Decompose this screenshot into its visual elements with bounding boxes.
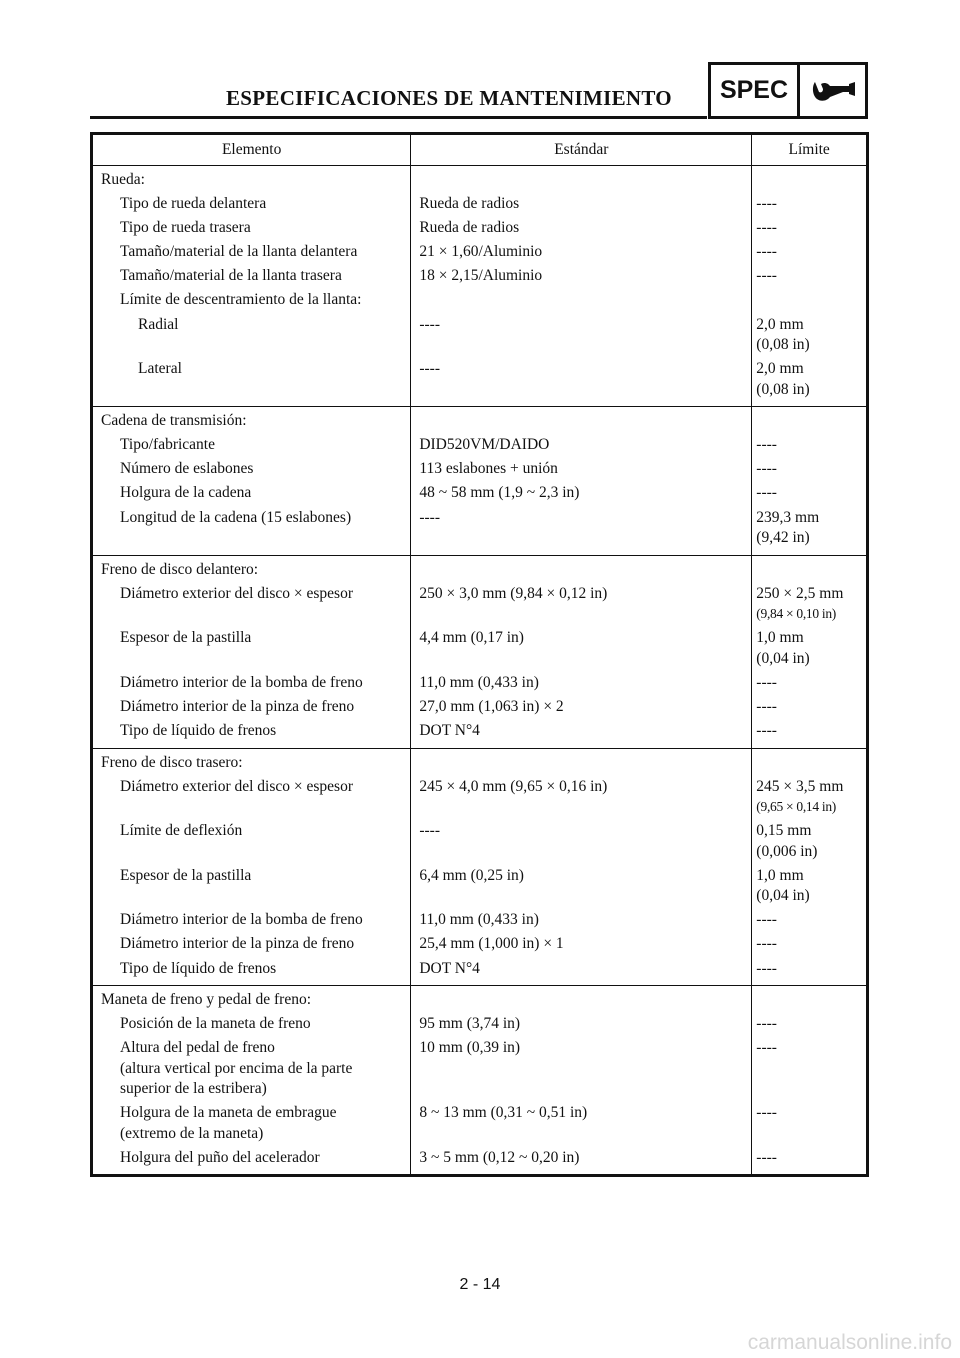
limit-cell (752, 289, 868, 313)
limit-value-inch: (0,04 in) (756, 649, 810, 667)
table-row (92, 819, 868, 864)
table-row (92, 626, 868, 671)
item-label: Holgura de la maneta de embrague (120, 1104, 337, 1122)
section-title: Freno de disco trasero: (92, 748, 411, 775)
limit-cell (752, 1102, 868, 1147)
item-cell (92, 1036, 411, 1101)
limit-value: ---- (756, 195, 777, 213)
item-label: Espesor de la pastilla (120, 629, 252, 647)
item-cell (92, 216, 411, 240)
limit-cell (752, 433, 868, 457)
limit-value-inch: (9,65 × 0,14 in) (756, 799, 836, 815)
standard-cell: DOT N°4 (411, 957, 752, 986)
column-header-element: Elemento (92, 134, 411, 166)
standard-cell: ---- (411, 506, 752, 555)
table-row (92, 216, 868, 240)
table-row (92, 775, 868, 820)
item-label: Diámetro exterior del disco × espesor (120, 584, 353, 602)
standard-cell: Rueda de radios (411, 216, 752, 240)
column-header-limit: Límite (752, 134, 868, 166)
item-cell (92, 626, 411, 671)
limit-value: ---- (756, 460, 777, 478)
item-cell (92, 506, 411, 555)
limit-cell (752, 957, 868, 986)
limit-cell (752, 482, 868, 506)
standard-cell: 113 eslabones + unión (411, 458, 752, 482)
empty-cell (411, 555, 752, 582)
item-label: Tipo de rueda delantera (120, 195, 267, 213)
limit-value: ---- (756, 673, 777, 691)
table-row (92, 695, 868, 719)
limit-value: ---- (756, 1104, 777, 1122)
limit-cell (752, 1036, 868, 1101)
table-row (92, 313, 868, 358)
limit-cell (752, 458, 868, 482)
limit-value: ---- (756, 1015, 777, 1033)
standard-cell: 6,4 mm (0,25 in) (411, 864, 752, 909)
item-cell (92, 289, 411, 313)
limit-value: 245 × 3,5 mm (756, 777, 844, 795)
limit-cell (752, 216, 868, 240)
item-label: Altura del pedal de freno (120, 1039, 275, 1057)
standard-cell: 95 mm (3,74 in) (411, 1012, 752, 1036)
limit-value: ---- (756, 935, 777, 953)
section-row (92, 407, 868, 434)
standard-cell (411, 289, 752, 313)
limit-cell (752, 357, 868, 406)
limit-value: ---- (756, 484, 777, 502)
limit-cell (752, 933, 868, 957)
item-label: Diámetro interior de la pinza de freno (120, 697, 355, 715)
item-cell (92, 240, 411, 264)
section-row (92, 555, 868, 582)
item-cell (92, 719, 411, 748)
empty-cell (411, 748, 752, 775)
limit-value: 2,0 mm (756, 315, 804, 333)
item-cell (92, 1146, 411, 1176)
section-title: Freno de disco delantero: (92, 555, 411, 582)
empty-cell (411, 407, 752, 434)
limit-value: ---- (756, 219, 777, 237)
table-row (92, 1102, 868, 1147)
limit-value-inch: (9,42 in) (756, 529, 810, 547)
item-label-line: (altura vertical por encima de la parte (120, 1059, 353, 1077)
item-cell (92, 582, 411, 627)
item-cell (92, 933, 411, 957)
limit-cell (752, 671, 868, 695)
table-row (92, 265, 868, 289)
limit-value: 2,0 mm (756, 360, 804, 378)
item-cell (92, 1012, 411, 1036)
item-cell (92, 957, 411, 986)
table-row (92, 933, 868, 957)
limit-cell (752, 582, 868, 627)
standard-cell: 27,0 mm (1,063 in) × 2 (411, 695, 752, 719)
limit-cell (752, 719, 868, 748)
item-label-line: (extremo de la maneta) (120, 1124, 264, 1142)
table-row (92, 289, 868, 313)
item-label: Radial (138, 315, 179, 333)
limit-cell (752, 695, 868, 719)
standard-cell: 10 mm (0,39 in) (411, 1036, 752, 1101)
table-row (92, 719, 868, 748)
item-cell (92, 909, 411, 933)
section-row (92, 986, 868, 1013)
section-title: Cadena de transmisión: (92, 407, 411, 434)
standard-cell: ---- (411, 357, 752, 406)
standard-cell: 18 × 2,15/Aluminio (411, 265, 752, 289)
item-cell (92, 775, 411, 820)
standard-cell: 11,0 mm (0,433 in) (411, 909, 752, 933)
limit-cell (752, 192, 868, 216)
item-label: Número de eslabones (120, 460, 254, 478)
limit-value: 1,0 mm (756, 629, 804, 647)
standard-cell: ---- (411, 819, 752, 864)
standard-cell: DOT N°4 (411, 719, 752, 748)
limit-value: ---- (756, 1148, 777, 1166)
section-title: Rueda: (92, 166, 411, 193)
item-cell (92, 458, 411, 482)
limit-cell (752, 775, 868, 820)
standard-cell: 4,4 mm (0,17 in) (411, 626, 752, 671)
empty-cell (752, 986, 868, 1013)
table-row (92, 357, 868, 406)
spec-badge-label: SPEC (711, 65, 800, 116)
table-row (92, 671, 868, 695)
table-row (92, 1146, 868, 1176)
item-label: Posición de la maneta de freno (120, 1015, 311, 1033)
limit-value: ---- (756, 697, 777, 715)
item-label: Diámetro interior de la bomba de freno (120, 911, 363, 929)
spec-badge (708, 62, 868, 119)
table-row (92, 482, 868, 506)
item-cell (92, 1102, 411, 1147)
section-row (92, 166, 868, 193)
item-label: Holgura del puño del acelerador (120, 1148, 320, 1166)
watermark: carmanualsonline.info (747, 1331, 952, 1354)
empty-cell (752, 166, 868, 193)
limit-value: 0,15 mm (756, 822, 812, 840)
limit-value: ---- (756, 1039, 777, 1057)
table-row (92, 1012, 868, 1036)
table-header-row (92, 134, 868, 166)
item-cell (92, 819, 411, 864)
item-label: Tipo de líquido de frenos (120, 959, 277, 977)
item-cell (92, 482, 411, 506)
limit-value: ---- (756, 243, 777, 261)
table-row (92, 582, 868, 627)
item-label: Tipo de líquido de frenos (120, 722, 277, 739)
item-cell (92, 671, 411, 695)
column-header-standard: Estándar (411, 134, 752, 166)
standard-cell: 245 × 4,0 mm (9,65 × 0,16 in) (411, 775, 752, 820)
item-label: Tipo de rueda trasera (120, 219, 251, 237)
limit-cell (752, 909, 868, 933)
item-cell (92, 357, 411, 406)
standard-cell: 48 ~ 58 mm (1,9 ~ 2,3 in) (411, 482, 752, 506)
item-label: Tamaño/material de la llanta delantera (120, 243, 358, 261)
table-row (92, 506, 868, 555)
limit-value: ---- (756, 436, 777, 454)
limit-value: 1,0 mm (756, 866, 804, 884)
standard-cell: 8 ~ 13 mm (0,31 ~ 0,51 in) (411, 1102, 752, 1147)
table-row (92, 957, 868, 986)
limit-value-inch: (9,84 × 0,10 in) (756, 606, 836, 622)
standard-cell: 3 ~ 5 mm (0,12 ~ 0,20 in) (411, 1146, 752, 1176)
table-row (92, 909, 868, 933)
standard-cell: 250 × 3,0 mm (9,84 × 0,12 in) (411, 582, 752, 627)
limit-value-inch: (0,04 in) (756, 887, 810, 905)
specifications-table (90, 132, 869, 1177)
page-number: 2 - 14 (459, 1276, 501, 1293)
item-label: Lateral (138, 360, 182, 378)
table-row (92, 192, 868, 216)
limit-value: ---- (756, 722, 777, 739)
standard-cell: Rueda de radios (411, 192, 752, 216)
page-title: ESPECIFICACIONES DE MANTENIMIENTO (226, 86, 672, 110)
empty-cell (411, 986, 752, 1013)
limit-value-inch: (0,006 in) (756, 842, 818, 860)
item-label: Diámetro interior de la pinza de freno (120, 935, 355, 953)
limit-cell (752, 1146, 868, 1176)
empty-cell (752, 748, 868, 775)
item-cell (92, 265, 411, 289)
limit-value: ---- (756, 267, 777, 285)
limit-value: 250 × 2,5 mm (756, 584, 844, 602)
item-label: Límite de descentramiento de la llanta: (120, 291, 362, 309)
item-label: Tamaño/material de la llanta trasera (120, 267, 342, 285)
limit-cell (752, 265, 868, 289)
limit-cell (752, 240, 868, 264)
standard-cell: ---- (411, 313, 752, 358)
limit-cell (752, 819, 868, 864)
item-cell (92, 695, 411, 719)
limit-value-inch: (0,08 in) (756, 380, 810, 398)
item-cell (92, 433, 411, 457)
table-row (92, 240, 868, 264)
standard-cell: 11,0 mm (0,433 in) (411, 671, 752, 695)
table-row (92, 864, 868, 909)
limit-value: ---- (756, 911, 777, 929)
section-row (92, 748, 868, 775)
limit-cell (752, 506, 868, 555)
item-label: Longitud de la cadena (15 eslabones) (120, 508, 352, 526)
limit-cell (752, 864, 868, 909)
item-label: Tipo/fabricante (120, 436, 215, 454)
limit-cell (752, 313, 868, 358)
item-cell (92, 313, 411, 358)
wrench-icon (800, 65, 865, 116)
item-label: Espesor de la pastilla (120, 866, 252, 884)
item-label: Diámetro exterior del disco × espesor (120, 777, 353, 795)
table-row (92, 1036, 868, 1101)
item-label: Holgura de la cadena (120, 484, 252, 502)
table-row (92, 458, 868, 482)
item-label-line: superior de la estribera) (120, 1080, 267, 1098)
header-rule (90, 116, 707, 119)
item-cell (92, 864, 411, 909)
empty-cell (752, 407, 868, 434)
standard-cell: 25,4 mm (1,000 in) × 1 (411, 933, 752, 957)
limit-cell (752, 1012, 868, 1036)
limit-cell (752, 626, 868, 671)
table-row (92, 433, 868, 457)
section-title: Maneta de freno y pedal de freno: (92, 986, 411, 1013)
standard-cell: DID520VM/DAIDO (411, 433, 752, 457)
limit-value: ---- (756, 959, 777, 977)
item-label: Diámetro interior de la bomba de freno (120, 673, 363, 691)
item-label: Límite de deflexión (120, 822, 243, 840)
empty-cell (411, 166, 752, 193)
limit-value-inch: (0,08 in) (756, 336, 810, 354)
limit-value: 239,3 mm (756, 508, 820, 526)
empty-cell (752, 555, 868, 582)
standard-cell: 21 × 1,60/Aluminio (411, 240, 752, 264)
item-cell (92, 192, 411, 216)
